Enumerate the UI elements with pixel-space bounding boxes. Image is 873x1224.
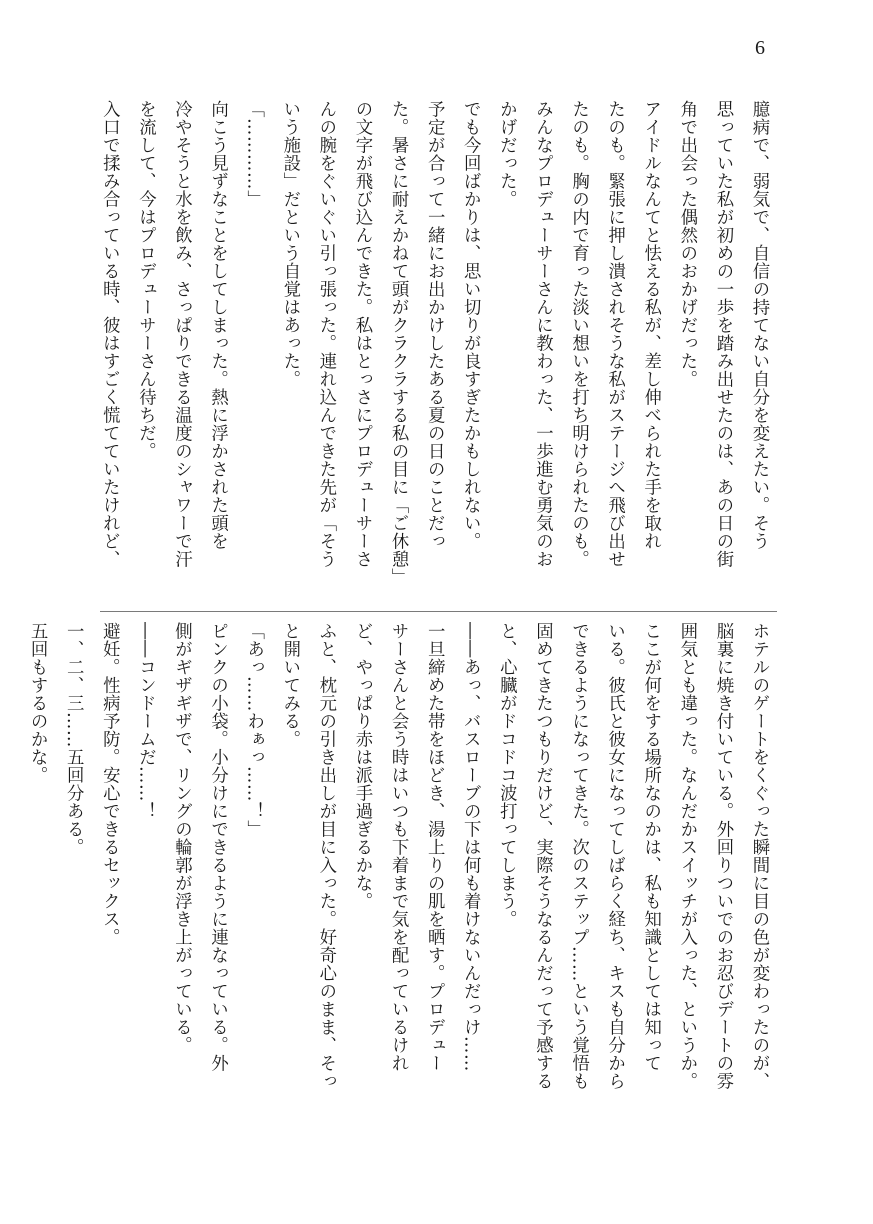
text-tier-bottom bbox=[27, 622, 777, 1122]
text-line: できるようになってきた。次のステップ……という覚悟も bbox=[568, 622, 589, 1090]
text-line: 臆病で、弱気で、自信の持てない自分を変えたい。そう bbox=[749, 100, 769, 550]
page-number: 6 bbox=[755, 37, 765, 59]
text-line: サーさんと会う時はいつも下着まで気を配っているけれ bbox=[388, 622, 409, 1072]
text-line: いる。彼氏と彼女になってしばらく経ち、キスも自分から bbox=[604, 622, 625, 1090]
text-line: 思っていた私が初めの一歩を踏み出せたのは、あの日の街 bbox=[712, 100, 733, 568]
text-line: 五回もするのかな。 bbox=[27, 622, 48, 784]
text-line: 側がギザギザで、リングの輪郭が浮き上がっている。 bbox=[171, 622, 192, 1054]
text-line: んの腕をぐいぐい引っ張った。連れ込んできた先が「そう bbox=[315, 100, 336, 568]
text-line: ど、やっぱり赤は派手過ぎるかな。 bbox=[351, 622, 372, 910]
text-line: アイドルなんてと怯える私が、差し伸べられた手を取れ bbox=[640, 100, 661, 550]
text-line: 向こう見ずなことをしてしまった。熱に浮かされた頭を bbox=[207, 100, 228, 550]
text-line: 角で出会った偶然のおかげだった。 bbox=[676, 100, 697, 388]
text-line: 脳裏に焼き付いている。外回りついでのお忍びデートの雰 bbox=[712, 622, 733, 1090]
vertical-text-block-top bbox=[100, 100, 777, 605]
text-line: 「…………」 bbox=[243, 100, 264, 208]
text-line: 「あっ……わぁっ……！」 bbox=[243, 622, 264, 838]
text-line: 固めてきたつもりだけど、実際そうなるんだって予感する bbox=[532, 622, 553, 1090]
text-line: 一、二、三……五回分ある。 bbox=[63, 622, 84, 856]
text-line: を流して、今はプロデューサーさん待ちだ。 bbox=[135, 100, 156, 460]
text-line: た。暑さに耐えかねて頭がクラクラする私の目に「ご休憩」 bbox=[388, 100, 409, 586]
text-line: いう施設」だという自覚はあった。 bbox=[279, 100, 300, 388]
vertical-text-block-bottom bbox=[27, 622, 777, 1122]
text-line: 一旦締めた帯をほどき、湯上りの肌を晒す。プロデュー bbox=[424, 622, 445, 1072]
text-line: ――コンドームだ……！ bbox=[135, 622, 156, 820]
text-line: と、心臓がドコドコ波打ってしまう。 bbox=[496, 622, 517, 928]
text-line: たのも。胸の内で育った淡い想いを打ち明けられたのも。 bbox=[568, 100, 589, 568]
text-line: かげだった。 bbox=[496, 100, 517, 208]
text-tier-top bbox=[100, 100, 777, 605]
section-divider bbox=[100, 611, 777, 612]
text-line: と開いてみる。 bbox=[279, 622, 300, 748]
text-line: 入口で揉み合っている時、彼はすごく慌てていたけれど、 bbox=[99, 100, 120, 568]
text-line: ホテルのゲートをくぐった瞬間に目の色が変わったのが、 bbox=[749, 622, 769, 1090]
text-line: みんなプロデューサーさんに教わった、一歩進む勇気のお bbox=[532, 100, 553, 568]
text-line: ここが何をする場所なのかは、私も知識としては知って bbox=[640, 622, 661, 1072]
text-line: たのも。緊張に押し潰されそうな私がステージへ飛び出せ bbox=[604, 100, 625, 568]
text-line: ふと、枕元の引き出しが目に入った。好奇心のまま、そっ bbox=[315, 622, 336, 1090]
text-line: ピンクの小袋。小分けにできるように連なっている。外 bbox=[207, 622, 228, 1072]
text-line: 予定が合って一緒にお出かけしたある夏の日のことだっ bbox=[424, 100, 445, 550]
text-line: の文字が飛び込んできた。私はとっさにプロデューサーさ bbox=[351, 100, 372, 568]
text-line: でも今回ばかりは、思い切りが良すぎたかもしれない。 bbox=[460, 100, 481, 550]
text-line: 避妊。性病予防。安心できるセックス。 bbox=[99, 622, 120, 946]
text-line: 囲気とも違った。なんだかスイッチが入った、というか。 bbox=[676, 622, 697, 1090]
text-line: ――あっ、バスローブの下は何も着けないんだっけ…… bbox=[460, 622, 481, 1072]
text-line: 冷やそうと水を飲み、さっぱりできる温度のシャワーで汗 bbox=[171, 100, 192, 568]
